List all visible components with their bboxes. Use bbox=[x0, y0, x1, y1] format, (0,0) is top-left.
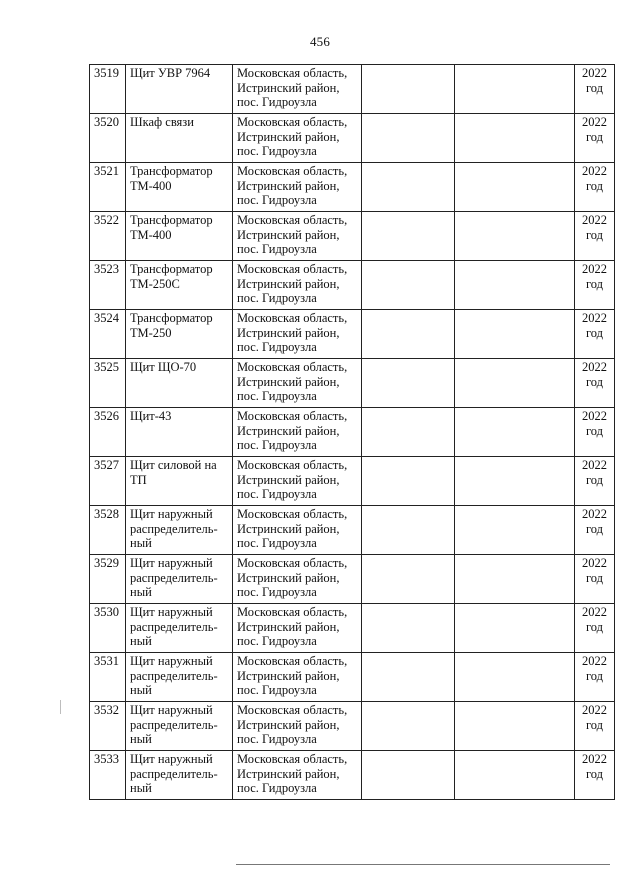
cell-year: 2022 год bbox=[575, 65, 615, 114]
footer-divider bbox=[236, 864, 610, 865]
table-row bbox=[90, 359, 615, 408]
cell-object-name: Щит наружный распределитель- ный bbox=[126, 653, 233, 702]
cell-object-name: Трансформатор ТМ-400 bbox=[126, 212, 233, 261]
cell-address: Московская область, Истринский район, пос. Гидроузла bbox=[233, 212, 362, 261]
cell-number: 3519 bbox=[90, 65, 126, 114]
cell-empty-col4 bbox=[362, 408, 455, 457]
cell-address: Московская область, Истринский район, пос. Гидроузла bbox=[233, 261, 362, 310]
cell-empty-col4 bbox=[362, 65, 455, 114]
cell-object-name: Щит силовой на ТП bbox=[126, 457, 233, 506]
cell-address: Московская область, Истринский район, пос. Гидроузла bbox=[233, 457, 362, 506]
cell-address: Московская область, Истринский район, пос. Гидроузла bbox=[233, 114, 362, 163]
cell-empty-col4 bbox=[362, 604, 455, 653]
cell-object-name: Щит наружный распределитель- ный bbox=[126, 506, 233, 555]
cell-address: Московская область, Истринский район, пос. Гидроузла bbox=[233, 163, 362, 212]
cell-empty-col4 bbox=[362, 114, 455, 163]
cell-empty-col5 bbox=[455, 555, 575, 604]
cell-address: Московская область, Истринский район, пос. Гидроузла bbox=[233, 702, 362, 751]
cell-empty-col5 bbox=[455, 604, 575, 653]
cell-year: 2022 год bbox=[575, 506, 615, 555]
cell-year: 2022 год bbox=[575, 653, 615, 702]
cell-number: 3523 bbox=[90, 261, 126, 310]
cell-number: 3521 bbox=[90, 163, 126, 212]
cell-year: 2022 год bbox=[575, 310, 615, 359]
registry-table-body bbox=[90, 65, 615, 800]
cell-object-name: Щит-43 bbox=[126, 408, 233, 457]
cell-year: 2022 год bbox=[575, 114, 615, 163]
cell-number: 3530 bbox=[90, 604, 126, 653]
table-row bbox=[90, 653, 615, 702]
cell-year: 2022 год bbox=[575, 408, 615, 457]
cell-object-name: Трансформатор ТМ-250 bbox=[126, 310, 233, 359]
cell-empty-col4 bbox=[362, 163, 455, 212]
cell-object-name: Щит наружный распределитель- ный bbox=[126, 702, 233, 751]
cell-address: Московская область, Истринский район, пос. Гидроузла bbox=[233, 359, 362, 408]
table-row bbox=[90, 310, 615, 359]
table-row bbox=[90, 751, 615, 800]
cell-empty-col5 bbox=[455, 114, 575, 163]
cell-empty-col5 bbox=[455, 506, 575, 555]
cell-empty-col4 bbox=[362, 261, 455, 310]
cell-year: 2022 год bbox=[575, 555, 615, 604]
cell-object-name: Щит ЩО-70 bbox=[126, 359, 233, 408]
cell-empty-col4 bbox=[362, 457, 455, 506]
table-row bbox=[90, 702, 615, 751]
cell-number: 3525 bbox=[90, 359, 126, 408]
cell-year: 2022 год bbox=[575, 163, 615, 212]
cell-empty-col4 bbox=[362, 653, 455, 702]
cell-empty-col5 bbox=[455, 457, 575, 506]
cell-empty-col4 bbox=[362, 555, 455, 604]
scan-margin-mark bbox=[60, 700, 61, 714]
cell-empty-col4 bbox=[362, 310, 455, 359]
cell-address: Московская область, Истринский район, пос. Гидроузла bbox=[233, 310, 362, 359]
cell-number: 3532 bbox=[90, 702, 126, 751]
table-row bbox=[90, 114, 615, 163]
cell-empty-col4 bbox=[362, 751, 455, 800]
cell-empty-col4 bbox=[362, 359, 455, 408]
table-row bbox=[90, 65, 615, 114]
cell-empty-col4 bbox=[362, 212, 455, 261]
cell-address: Московская область, Истринский район, пос. Гидроузла bbox=[233, 555, 362, 604]
cell-object-name: Трансформатор ТМ-400 bbox=[126, 163, 233, 212]
cell-object-name: Шкаф связи bbox=[126, 114, 233, 163]
cell-empty-col4 bbox=[362, 506, 455, 555]
page-number: 456 bbox=[309, 34, 331, 49]
cell-empty-col5 bbox=[455, 702, 575, 751]
cell-number: 3520 bbox=[90, 114, 126, 163]
registry-table bbox=[89, 64, 615, 800]
cell-empty-col5 bbox=[455, 751, 575, 800]
cell-number: 3527 bbox=[90, 457, 126, 506]
cell-empty-col4 bbox=[362, 702, 455, 751]
table-row bbox=[90, 212, 615, 261]
cell-number: 3524 bbox=[90, 310, 126, 359]
cell-number: 3533 bbox=[90, 751, 126, 800]
cell-number: 3526 bbox=[90, 408, 126, 457]
cell-address: Московская область, Истринский район, пос. Гидроузла bbox=[233, 506, 362, 555]
table-row bbox=[90, 163, 615, 212]
cell-number: 3522 bbox=[90, 212, 126, 261]
cell-empty-col5 bbox=[455, 408, 575, 457]
cell-empty-col5 bbox=[455, 310, 575, 359]
cell-year: 2022 год bbox=[575, 604, 615, 653]
cell-empty-col5 bbox=[455, 359, 575, 408]
cell-object-name: Щит наружный распределитель- ный bbox=[126, 555, 233, 604]
cell-empty-col5 bbox=[455, 163, 575, 212]
cell-empty-col5 bbox=[455, 653, 575, 702]
table-row bbox=[90, 506, 615, 555]
cell-address: Московская область, Истринский район, пос. Гидроузла bbox=[233, 65, 362, 114]
cell-object-name: Щит УВР 7964 bbox=[126, 65, 233, 114]
cell-empty-col5 bbox=[455, 212, 575, 261]
cell-address: Московская область, Истринский район, пос. Гидроузла bbox=[233, 751, 362, 800]
cell-empty-col5 bbox=[455, 65, 575, 114]
cell-empty-col5 bbox=[455, 261, 575, 310]
cell-object-name: Щит наружный распределитель- ный bbox=[126, 751, 233, 800]
table-row bbox=[90, 408, 615, 457]
cell-object-name: Трансформатор ТМ-250С bbox=[126, 261, 233, 310]
cell-number: 3528 bbox=[90, 506, 126, 555]
table-row bbox=[90, 604, 615, 653]
cell-year: 2022 год bbox=[575, 261, 615, 310]
cell-number: 3531 bbox=[90, 653, 126, 702]
table-row bbox=[90, 261, 615, 310]
cell-year: 2022 год bbox=[575, 359, 615, 408]
cell-object-name: Щит наружный распределитель- ный bbox=[126, 604, 233, 653]
cell-year: 2022 год bbox=[575, 212, 615, 261]
cell-number: 3529 bbox=[90, 555, 126, 604]
cell-address: Московская область, Истринский район, пос. Гидроузла bbox=[233, 408, 362, 457]
cell-address: Московская область, Истринский район, пос. Гидроузла bbox=[233, 653, 362, 702]
cell-address: Московская область, Истринский район, пос. Гидроузла bbox=[233, 604, 362, 653]
cell-year: 2022 год bbox=[575, 702, 615, 751]
table-row bbox=[90, 457, 615, 506]
cell-year: 2022 год bbox=[575, 457, 615, 506]
table-row bbox=[90, 555, 615, 604]
cell-year: 2022 год bbox=[575, 751, 615, 800]
